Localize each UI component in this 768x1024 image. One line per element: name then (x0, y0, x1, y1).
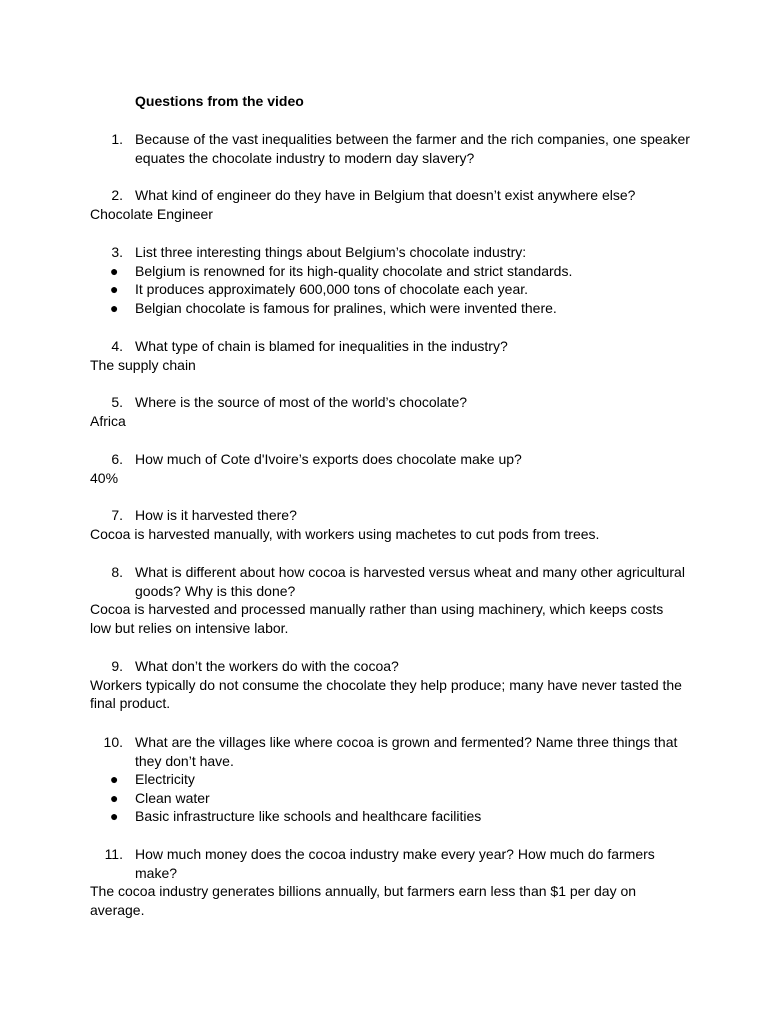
question-number: 8. (111, 564, 123, 580)
question-1 (90, 130, 690, 167)
question-5 (90, 393, 690, 430)
page-title: Questions from the video (135, 93, 304, 109)
question-text: What don’t the workers do with the cocoa? (135, 658, 399, 674)
question-text: List three interesting things about Belgium’s chocolate industry: (135, 244, 527, 260)
question-2 (90, 186, 690, 223)
question-text: What is different about how cocoa is harvested versus wheat and many other agricultural goods? Why is this done? (135, 564, 685, 599)
answer-text: 40% (90, 469, 119, 486)
bullet-text: Clean water (135, 789, 210, 806)
question-4 (90, 337, 690, 374)
bullet-text: Belgium is renowned for its high-quality chocolate and strict standards. (135, 262, 573, 279)
question-10 (90, 733, 690, 826)
bullet-text: It produces approximately 600,000 tons of chocolate each year. (135, 281, 529, 297)
question-number: 11. (104, 846, 123, 862)
answer-text: Africa (90, 412, 126, 429)
question-7 (90, 506, 690, 543)
question-number: 1. (111, 131, 123, 147)
bullet-icon: ● (110, 299, 119, 316)
question-text: What kind of engineer do they have in Belgium that doesn’t exist anywhere else? (135, 187, 636, 203)
question-number: 9. (111, 658, 123, 674)
answer-text: The cocoa industry generates billions annually, but farmers earn less than $1 per day on average. (90, 883, 637, 918)
question-number: 6. (111, 451, 123, 467)
bullet-item (90, 262, 690, 281)
bullet-item (90, 280, 690, 299)
bullet-icon: ● (110, 789, 119, 806)
bullet-icon: ● (110, 262, 119, 279)
bullet-icon: ● (110, 808, 119, 824)
question-text: What are the villages like where cocoa is grown and fermented? Name three things that they don’t have. (135, 734, 678, 769)
bullet-text: Electricity (135, 771, 195, 787)
question-8 (90, 563, 690, 637)
answer-text: Workers typically do not consume the chocolate they help produce; many have never tasted the final product. (90, 676, 682, 711)
question-number: 2. (111, 187, 123, 203)
answer-text: Chocolate Engineer (90, 205, 213, 222)
question-3 (90, 243, 690, 317)
bullet-item (90, 299, 690, 318)
bullet-item (90, 770, 690, 789)
bullet-item (90, 807, 690, 826)
answer-text: Cocoa is harvested manually, with workers using machetes to cut pods from trees. (90, 525, 600, 542)
question-text: How much of Cote d'Ivoire’s exports does chocolate make up? (135, 451, 522, 467)
bullet-text: Basic infrastructure like schools and healthcare facilities (135, 808, 482, 824)
question-number: 4. (111, 338, 123, 354)
bullet-item (90, 789, 690, 808)
question-text: What type of chain is blamed for inequalities in the industry? (135, 338, 508, 354)
question-number: 7. (111, 507, 123, 523)
question-text: How is it harvested there? (135, 507, 297, 523)
question-6 (90, 450, 690, 487)
answer-text: The supply chain (90, 356, 196, 373)
question-text: Because of the vast inequalities between the farmer and the rich companies, one speaker equates the chocolate industry to modern day slavery? (135, 131, 690, 166)
bullet-icon: ● (110, 281, 119, 297)
question-number: 3. (111, 244, 123, 260)
answer-text: Cocoa is harvested and processed manually rather than using machinery, which keeps costs low but relies on intensive labor. (90, 601, 664, 636)
bullet-icon: ● (110, 771, 119, 787)
bullet-text: Belgian chocolate is famous for pralines, which were invented there. (135, 299, 557, 316)
question-number: 10. (103, 734, 123, 750)
question-9 (90, 657, 690, 713)
question-text: Where is the source of most of the world’s chocolate? (135, 394, 468, 410)
question-11 (90, 845, 690, 919)
question-text: How much money does the cocoa industry make every year? How much do farmers make? (135, 846, 655, 881)
question-number: 5. (111, 394, 123, 410)
